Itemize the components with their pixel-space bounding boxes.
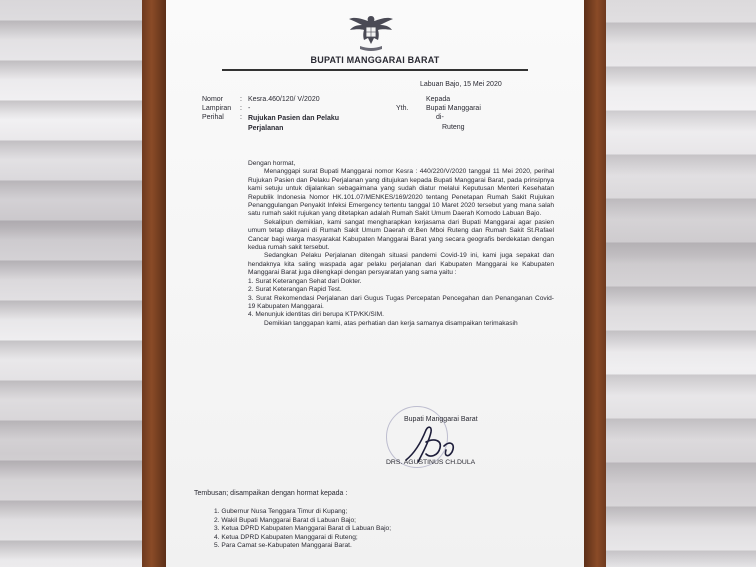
background-right [606, 0, 756, 567]
recipient-di: di- [436, 114, 444, 121]
tembusan-item: 5. Para Camat se-Kabupaten Manggarai Barat. [214, 542, 352, 550]
recipient-kepada: Kepada [426, 96, 451, 103]
recipient-name: Bupati Manggarai [426, 105, 481, 112]
requirement-item: 3. Surat Rekomendasi Perjalanan dari Gugus Tugas Percepatan Pencegahan dan Penanganan Covid-19 Kabupaten Manggarai. [248, 294, 554, 310]
requirement-item: 2. Surat Keterangan Rapid Test. [248, 286, 342, 294]
lampiran-value: - [248, 105, 251, 112]
nomor-value: Kesra.460/120/ V/2020 [248, 96, 320, 103]
letter-paper [166, 0, 584, 567]
lampiran-label: Lampiran [202, 105, 232, 112]
tembusan-title: Tembusan; disampaikan dengan hormat kepada : [194, 490, 348, 497]
background-left [0, 0, 142, 567]
garuda-emblem-icon [346, 10, 396, 54]
body-paragraph: Sekalipun demikian, kami sangat mengharapkan kerjasama dari Bupati Manggarai agar pasien umum tetap dilayani di Rumah Sakit Umum Daerah dr.Ben Mboi Ruteng dan Rumah Sakit St.Rafael Cancar bagi warga masyarakat Kabupaten Manggarai Barat yang secara geografis berdekatan dengan kedua rumah sakit tersebut. [248, 218, 554, 252]
recipient-yth: Yth. [396, 105, 409, 112]
perihal-value: Rujukan Pasien dan Pelaku Perjalanan [248, 115, 340, 132]
salutation: Dengan hormat, [248, 160, 296, 167]
letter-header-title: BUPATI MANGGARAI BARAT [310, 55, 440, 65]
signature-block [378, 404, 568, 474]
tembusan-item: 4. Ketua DPRD Kabupaten Manggarai di Ruteng; [214, 533, 358, 541]
tembusan-item: 1. Gubernur Nusa Tenggara Timur di Kupang; [214, 508, 348, 515]
nomor-label: Nomor [202, 96, 224, 103]
place-date: Labuan Bajo, 15 Mei 2020 [420, 81, 502, 88]
requirement-item: 4. Menunjuk identitas diri berupa KTP/KK/SIM. [248, 311, 384, 319]
body-paragraph: Menanggapi surat Bupati Manggarai nomor Kesra : 440/220/V/2020 tanggal 11 Mei 2020, perihal Rujukan Pasien dan Pelaku Perjalanan yang ditujukan kepada Bupati Manggarai Barat, pada prinsipnya kami setuju untuk dijalankan sebagaimana yang sudah diatur melalui Keputusan Menteri Kesehatan Republik Indonesia Nomor HK.101.07/MENKES/169/2020 tentang Penetapan Rumah Sakit Rujukan Penanggulangan Penyakit Infeksi Emergency tertentu tanggal 10 Maret 2020 tersebut yang mana salah satu rumah sakit rujukan yang ditetapkan adalah Rumah Sakit Umum Daerah Komodo Labuan Bajo. [248, 168, 554, 218]
colon: : [240, 96, 242, 103]
letter-body [248, 160, 554, 328]
tembusan-item: 3. Ketua DPRD Kabupaten Manggarai Barat di Labuan Bajo; [214, 525, 392, 533]
colon: : [240, 114, 242, 121]
perihal-label: Perihal [202, 114, 224, 121]
frame-right [584, 0, 606, 567]
requirement-item: 1. Surat Keterangan Sehat dari Dokter. [248, 277, 362, 285]
frame-left [142, 0, 166, 567]
signatory-title: Bupati Manggarai Barat [404, 416, 478, 423]
body-paragraph: Sedangkan Pelaku Perjalanan ditengah situasi pandemi Covid-19 ini, kami juga sepakat dan hendaknya kita saling waspada agar pelaku perjalanan dari Kabupaten Manggarai ke Kabupaten Manggarai Barat juga dilengkapi dengan persyaratan yang sama yaitu : [248, 252, 554, 277]
header-divider [222, 69, 528, 71]
signatory-name: DRS. AGUSTINUS CH.DULA [386, 459, 476, 466]
tembusan-list [214, 508, 391, 551]
closing-paragraph: Demikian tanggapan kami, atas perhatian dan kerja samanya disampaikan terimakasih [264, 319, 518, 327]
recipient-city: Ruteng [442, 124, 465, 131]
colon: : [240, 105, 242, 112]
tembusan-item: 2. Wakil Bupati Manggarai Barat di Labuan Bajo; [214, 516, 356, 524]
